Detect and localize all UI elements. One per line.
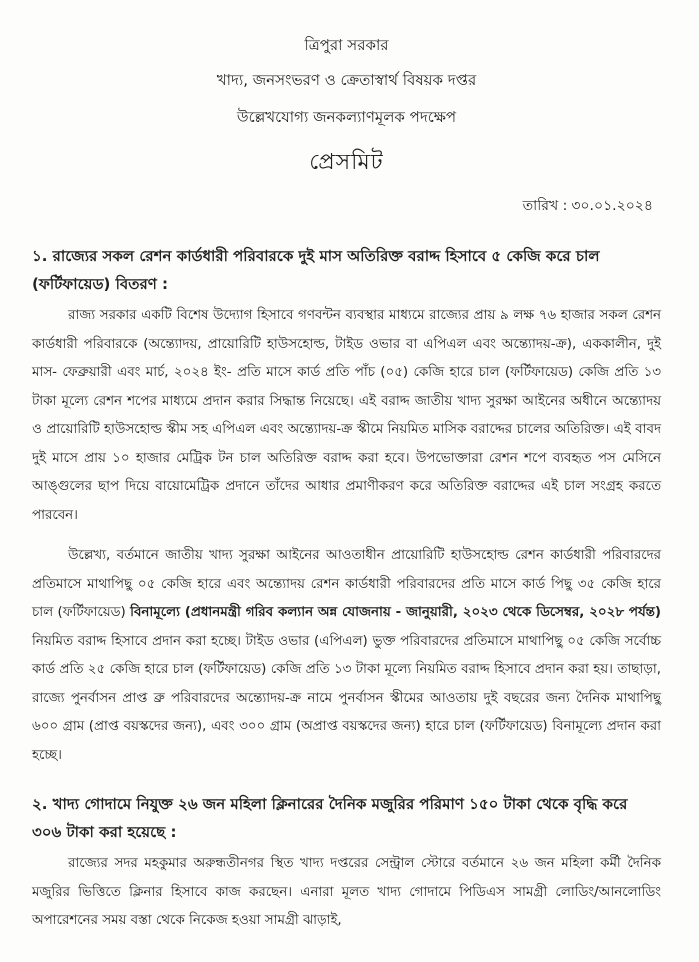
section-1-title: ১. রাজ্যের সকল রেশন কার্ডধারী পরিবারকে দুই মাস অতিরিক্ত বরাদ্দ হিসাবে ৫ কেজি করে চাল (ফর্টিফায়েড) বিতরণ :: [32, 247, 600, 293]
section-1-paragraph-2-bold: বিনামূল্যে (প্রধানমন্ত্রী গরিব কল্যান অন্ন যোজনায় - জানুয়ারী, ২০২৩ থেকে ডিসেম্বর, ২০২৮ পর্যন্ত): [130, 605, 662, 620]
section-2-title: ২. খাদ্য গোদামে নিযুক্ত ২৬ জন মহিলা ক্লিনারের দৈনিক মজুরির পরিমাণ ১৫০ টাকা থেকে বৃদ্ধি করে ৩০৬ টাকা করা হয়েছে :: [32, 795, 628, 841]
section-1-paragraph-1: রাজ্য সরকার একটি বিশেষ উদ্যোগ হিসাবে গণবন্টন ব্যবস্থার মাধ্যমে রাজ্যের প্রায় ৯ লক্ষ ৭৬ হাজার সকল রেশন কার্ডধারী পরিবারকে (অন্ত্যোদয়, প্রায়োরিটি হাউসহোল্ড, টাইড ওভার বা এপিএল এবং অন্ত্যোদয়-ক্র), এককালীন, দুই মাস- ফেব্রুয়ারী এবং মার্চ, ২০২৪ ইং- প্রতি মাসে কার্ড প্রতি পাঁচ (০৫) কেজি হারে চাল (ফর্টিফায়েড) কেজি প্রতি ১৩ টাকা মূল্যে রেশন শপের মাধ্যমে প্রদান করার সিদ্ধান্ত নিয়েছে। এই বরাদ্দ জাতীয় খাদ্য সুরক্ষা আইনের অধীনে অন্ত্যোদয় ও প্রায়োরিটি হাউসহোল্ড স্কীম সহ এপিএল এবং অন্ত্যোদয়-ক্র স্কীমে নিয়মিত মাসিক বরাদ্দের চালের অতিরিক্ত। এই বাবদ দুই মাসে প্রায় ১০ হাজার মেট্রিক টন চাল অতিরিক্ত বরাদ্দ করা হবে। উপভোক্তারা রেশন শপে ব্যবহৃত পস মেসিনে আঙ্গুলের ছাপ দিয়ে বায়োমেট্রিক প্রদানে তাঁদের আধার প্রমাণীকরণ করে অতিরিক্ত বরাদ্দের এই চাল সংগ্রহ করতে পারবেন।: [32, 308, 661, 523]
document-subject: উল্লেখযোগ্য জনকল্যাণমূলক পদক্ষেপ: [236, 108, 457, 126]
section-2-paragraph-1: রাজ্যের সদর মহকুমার অরুন্ধতীনগর স্থিত খাদ্য দপ্তরের সেন্ট্রাল স্টোরে বর্তমানে ২৬ জন মহিলা কর্মী দৈনিক মজুরির ভিত্তিতে ক্লিনার হিসাবে কাজ করছেন। এনারা মূলত খাদ্য গোদামে পিডিএস সামগ্রী লোডিং/আনলোডিং অপারেশনের সময় বস্তা থেকে নিকেজ হওয়া সামগ্রী ঝাড়াই,: [32, 856, 661, 928]
section-1: [32, 242, 661, 770]
section-1-paragraph-2: [32, 542, 661, 770]
date-line: [32, 194, 661, 218]
section-2: [32, 790, 661, 936]
government-name: ত্রিপুরা সরকার: [304, 36, 389, 54]
section-1-paragraph-2-text-b: নিয়মিত বরাদ্দ হিসাবে প্রদান করা হচ্ছে। টাইড ওভার (এপিএল) ভুক্ত পরিবারদের প্রতিমাসে মাথাপিছু ০৫ কেজি সর্বোচ্চ কার্ড প্রতি ২৫ কেজি হারে চাল (ফর্টিফায়েড) কেজি প্রতি ১৩ টাকা মূল্যে নিয়মিত বরাদ্দ হিসাবে প্রদান করা হয়। তাছাড়া, রাজ্যে পুনর্বাসন প্রাপ্ত ব্রু পরিবারদের অন্ত্যোদয়-ক্র নামে পুনর্বাসন স্কীমের আওতায় দুই বছরের জন্য দৈনিক মাথাপিছু ৬০০ গ্রাম (প্রাপ্ত বয়স্কদের জন্য), এবং ৩০০ গ্রাম (অপ্রাপ্ত বয়স্কদের জন্য) হারে চাল (ফর্টিফায়েড) বিনামূল্যে প্রদান করা হচ্ছে।: [32, 633, 661, 763]
date-value: ৩০.০১.২০২৪: [571, 198, 653, 214]
department-name: খাদ্য, জনসংভরণ ও ক্রেতাস্বার্থ বিষয়ক দপ্তর: [216, 71, 477, 89]
section-1-paragraph-2-text-a: উল্লেখ্য, বর্তমানে জাতীয় খাদ্য সুরক্ষা আইনের আওতাধীন প্রায়োরিটি হাউসহোল্ড রেশন কার্ডধারী পরিবারদের প্রতিমাসে মাথাপিছু ০৫ কেজি হারে এবং অন্ত্যোদয় রেশন কার্ডধারী পরিবারদের প্রতি মাসে কার্ড পিছু ৩৫ কেজি হারে চাল (ফর্টিফায়েড): [32, 548, 661, 620]
date-label: তারিখ :: [522, 198, 568, 214]
document-header: [32, 34, 661, 182]
document-title: প্রেসমিট: [309, 150, 384, 175]
